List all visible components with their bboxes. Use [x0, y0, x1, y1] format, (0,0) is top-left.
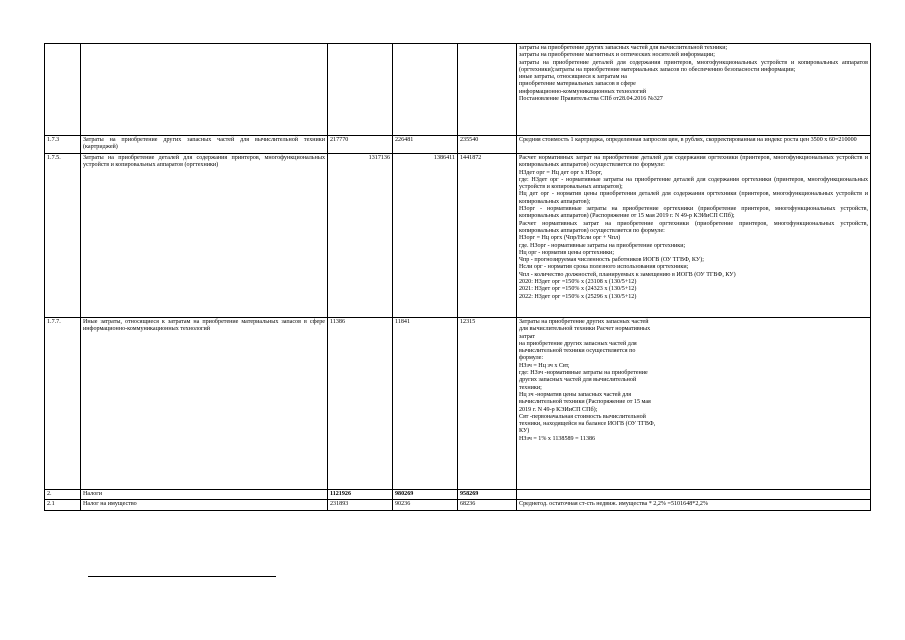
description-line: для вычислительной техники Расчет нормативных	[519, 326, 651, 333]
description-line: других запасных частей для вычислительной	[519, 377, 637, 384]
description-line: 2019 г. N 49-р КЭИиСП СПб);	[519, 406, 598, 413]
signature-line	[88, 576, 276, 577]
description-line: 2022: НЗдет орг =150% х (25296 х (130/5+12)	[519, 293, 637, 300]
row-number-cell: 1.7.5.	[45, 154, 81, 318]
value-cell-v2020: 90236	[393, 500, 458, 510]
description-cell	[517, 490, 871, 500]
value-cell-v2021: 1441872	[458, 154, 517, 318]
description-line: НЗдет орг = Нц дет орг х НЗорг,	[519, 169, 603, 176]
description-line: иные затраты, относящиеся к затратам на	[519, 74, 627, 81]
value-cell-v2019	[328, 44, 393, 136]
description-line: Средняя стоимость 1 картриджа, определенная запросом цен, в рублях, скорректированная на индекс роста цен 3500 х 60=210000	[519, 137, 857, 143]
table-row	[45, 136, 871, 154]
row-name-cell: Затраты на приобретение деталей для содержания принтеров, многофункциональных устройств и копировальных аппаратов (оргтехники)	[81, 154, 328, 318]
description-line: Расчет нормативных затрат на приобретение деталей для содержания оргтехники (принтеров, многофункциональных устройств и копировальных аппаратов) осуществляется по формуле:	[519, 155, 868, 169]
description-cell	[517, 318, 871, 490]
description-cell	[517, 44, 871, 136]
value-cell-v2019: 11386	[328, 318, 393, 490]
description-line: НЗорг = Нц оргх (Чпр/Нсли орг + Чпл)	[519, 235, 621, 242]
description-line: информационно-коммуникационных технологий	[519, 88, 647, 95]
description-line: где. НЗорг - нормативные затраты на приобретение оргтехники;	[519, 242, 686, 249]
value-cell-v2020: 980269	[393, 490, 458, 500]
description-line: затраты на приобретение других запасных частей для вычислительной техники;	[519, 45, 728, 51]
description-line: техники;	[519, 384, 542, 391]
row-name-cell	[81, 44, 328, 136]
value-cell-v2020: 226481	[393, 136, 458, 154]
description-line: Затраты на приобретение других запасных частей	[519, 319, 649, 325]
description-line: на приобретение других запасных частей для	[519, 340, 637, 347]
description-line: формуле:	[519, 355, 544, 362]
description-line: Среднегод. остаточная ст-сть недвиж. имущества * 2,2% =5101648*2,2%	[519, 501, 709, 508]
description-line: Постановление Правительства СПб от28.04.2016 №327	[519, 96, 663, 103]
value-cell-v2019: 1121926	[328, 490, 393, 500]
description-line: 2020: НЗдет орг =150% х (23108 х (130/5+12)	[519, 279, 637, 286]
description-line: Нсли орг - норматив срока полезного использования оргтехники;	[519, 264, 689, 271]
description-line: где: НЗзч -нормативные затраты на приобретение	[519, 370, 648, 377]
description-line: Нц зч -норматив цены запасных частей для	[519, 391, 632, 398]
value-cell-v2019: 231893	[328, 500, 393, 510]
row-name-cell: Налоги	[81, 490, 328, 500]
description-line: вычислительной техники (Распоряжение от 15 мая	[519, 399, 651, 406]
value-cell-v2021: 68236	[458, 500, 517, 510]
description-line: 2021: НЗдет орг =150% х (24323 х (130/5+12)	[519, 286, 637, 293]
description-line: НЗзч = 1% х 1138589 = 11386	[519, 435, 596, 442]
value-cell-v2020: 1386411	[393, 154, 458, 318]
description-line: Нц дет орг - норматив цены приобретения деталей для содержания оргтехники (принтеров, многофункциональных устройств и копировальных аппаратов);	[519, 191, 868, 205]
row-name-cell: Иные затраты, относящиеся к затратам на приобретение материальных запасов в сфере информационно-коммуникационных технологий	[81, 318, 328, 490]
description-line: Нц орг - норматив цены оргтехники;	[519, 249, 615, 256]
description-line: НЗзч = Нц зч х Свт,	[519, 362, 570, 369]
description-line: приобретение материальных запасов в сфере	[519, 81, 636, 88]
description-cell	[517, 136, 871, 154]
description-line: КУ)	[519, 428, 530, 435]
value-cell-v2019: 217770	[328, 136, 393, 154]
row-name-cell: Налог на имущество	[81, 500, 328, 510]
description-cell	[517, 500, 871, 510]
value-cell-v2020: 11841	[393, 318, 458, 490]
description-line: затрат	[519, 333, 535, 340]
row-number-cell: 1.7.7.	[45, 318, 81, 490]
description-line: Свт -первоначальная стоимость вычислительной	[519, 413, 646, 420]
description-line: затраты на приобретение деталей для содержания принтеров, многофункциональных устройств и копировальных аппаратов (оргтехники);затраты на приобретение материальных запасов по обеспечению безопасности информации;	[519, 59, 868, 73]
value-cell-v2021: 12315	[458, 318, 517, 490]
description-cell	[517, 154, 871, 318]
description-line: Чпр - прогнозируемая численность работников ИОГВ (ОУ ТГВФ, КУ);	[519, 257, 704, 264]
value-cell-v2021: 235540	[458, 136, 517, 154]
value-cell-v2020	[393, 44, 458, 136]
table-row	[45, 318, 871, 490]
row-number-cell: 1.7.3	[45, 136, 81, 154]
description-line: Чпл - количество должностей, планируемых к замещению в ИОГВ (ОУ ТГВФ, КУ)	[519, 271, 736, 278]
description-line: Расчет нормативных затрат на приобретение оргтехники (приобретение принтеров, многофункциональных устройств, копировальных аппаратов) осуществляется по формуле:	[519, 220, 868, 234]
table-row	[45, 490, 871, 500]
description-line: вычислительной техники осуществляется по	[519, 348, 636, 355]
value-cell-v2019: 1317136	[328, 154, 393, 318]
table-row	[45, 500, 871, 510]
row-number-cell	[45, 44, 81, 136]
table-row	[45, 44, 871, 136]
description-line: НЗорг - нормативные затраты на приобретение оргтехники (приобретение принтеров, многофункциональных устройств, копировальных аппаратов) (Распоряжение от 15 мая 2019 г. N 49-р КЭИиСП СПб);	[519, 206, 868, 220]
value-cell-v2021: 958269	[458, 490, 517, 500]
row-name-cell: Затраты на приобретение других запасных частей для вычислительной техники (картриджей)	[81, 136, 328, 154]
value-cell-v2021	[458, 44, 517, 136]
description-line: где: НЗдет орг - нормативные затраты на приобретение деталей для содержания оргтехники (принтеров, многофункциональных устройств и копировальных аппаратов);	[519, 176, 868, 191]
row-number-cell: 2.	[45, 490, 81, 500]
description-line: затраты на приобретение магнитных и оптических носителей информации;	[519, 52, 715, 59]
row-number-cell: 2.1	[45, 500, 81, 510]
table-row	[45, 154, 871, 318]
cost-table	[44, 43, 871, 511]
description-line: техники, находящейся на балансе ИОГВ (ОУ ТГВФ,	[519, 421, 656, 428]
